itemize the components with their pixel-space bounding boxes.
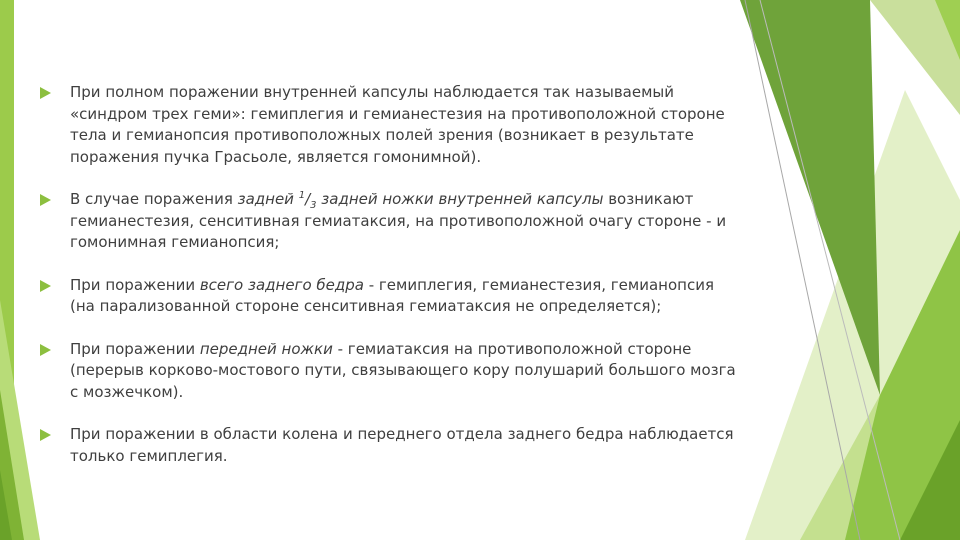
bullet-text	[70, 82, 740, 168]
text-segment: возникают гемианестезия, сенситивная гемиатаксия, на противоположной очагу стороне - и гомонимная гемианопсия;	[70, 190, 727, 251]
right-shard-dark-top	[740, 0, 880, 395]
triangle-right-icon	[40, 429, 51, 441]
text-segment: /	[305, 190, 311, 208]
bullet-item	[40, 189, 740, 254]
text-segment: - гемиатаксия на противоположной стороне (перерыв корково-мостового пути, связывающего кору полушарий большого мозга с мозжечком).	[70, 339, 736, 401]
bullet-item	[40, 339, 740, 404]
bullet-list	[40, 82, 740, 488]
text-segment: В случае поражения	[70, 190, 238, 208]
text-segment: 1	[298, 190, 306, 201]
text-segment: передней ножки	[199, 339, 333, 358]
text-segment: 3	[310, 200, 317, 211]
triangle-right-icon	[40, 194, 51, 206]
text-segment: При поражении в области колена и переднего отдела заднего бедра наблюдается только гемиплегия.	[70, 425, 734, 465]
text-segment: задней	[237, 190, 299, 208]
text-segment: При поражении	[70, 275, 200, 294]
text-segment: При поражении	[70, 339, 200, 358]
bullet-text	[70, 424, 740, 467]
text-segment: задней ножки внутренней капсулы	[316, 190, 604, 208]
text-segment: - гемиплегия, гемианестезия, гемианопсия (на парализованной стороне сенситивная гемиатаксия не определяется);	[70, 275, 714, 315]
triangle-right-icon	[40, 280, 51, 292]
bullet-text	[70, 275, 740, 318]
bullet-item	[40, 424, 740, 467]
bullet-text	[70, 189, 740, 254]
triangle-right-icon	[40, 87, 51, 99]
bullet-item	[40, 275, 740, 318]
text-segment: всего заднего бедра	[199, 275, 364, 294]
bullet-text	[70, 339, 740, 404]
bullet-item	[40, 82, 740, 168]
text-segment: При полном поражении внутренней капсулы наблюдается так называемый «синдром трех геми»: гемиплегия и гемианестезия на противоположной стороне тела и гемианопсия противоположных полей зрения (возникает в результате поражения пучка Грасьоле, является гомонимной).	[70, 83, 725, 166]
triangle-right-icon	[40, 344, 51, 356]
